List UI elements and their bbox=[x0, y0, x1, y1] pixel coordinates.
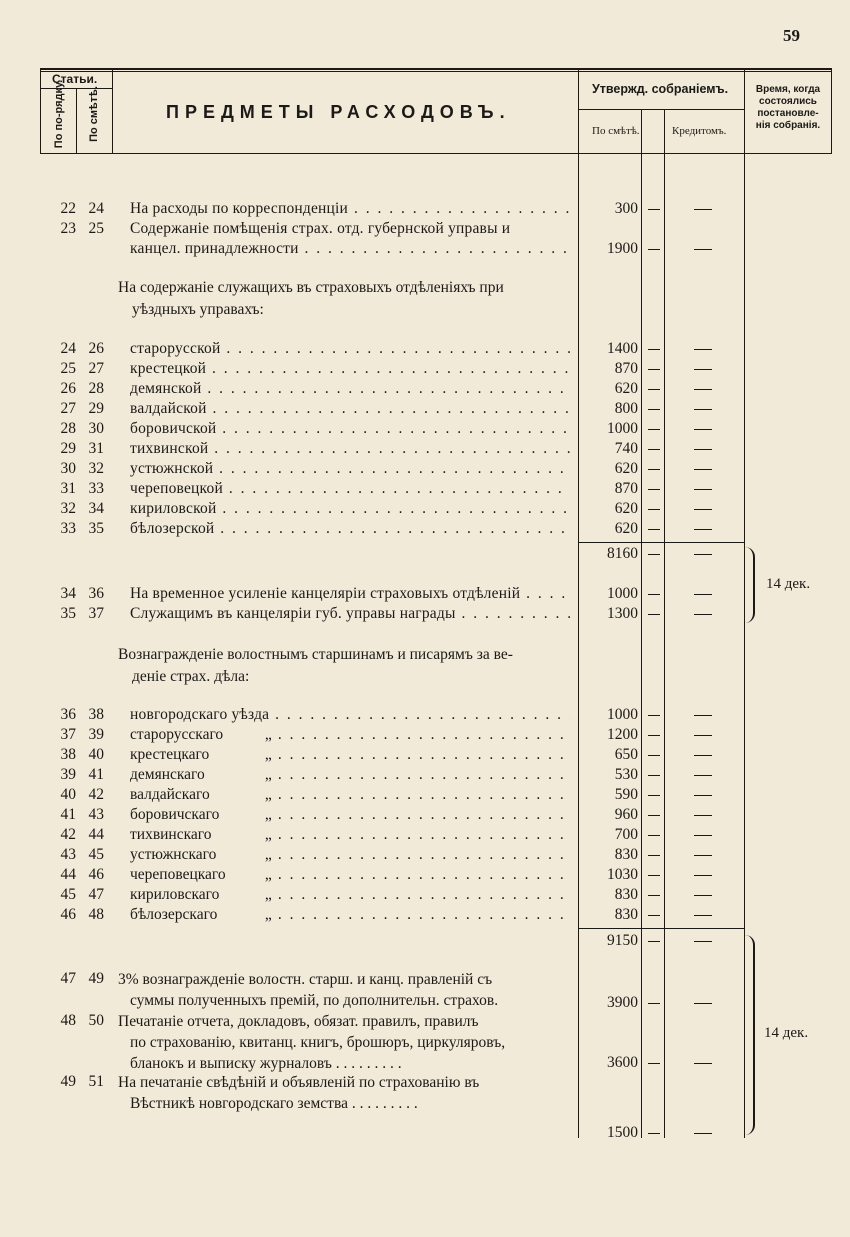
row-number: 47 bbox=[60, 970, 76, 987]
table-row bbox=[0, 499, 850, 519]
district-name: валдайскаго bbox=[130, 786, 210, 803]
row-amount: 830 bbox=[614, 886, 638, 903]
ditto-mark: „ bbox=[264, 766, 272, 783]
ditto-mark: „ bbox=[264, 846, 272, 863]
header-vremya-line: состоялись bbox=[759, 96, 817, 107]
row-description: устюжнской . . . bbox=[130, 459, 570, 479]
estimate-number: 24 bbox=[88, 200, 104, 217]
header-title: ПРЕДМЕТЫ РАСХОДОВЪ. bbox=[166, 102, 511, 122]
district-name: демянскаго bbox=[130, 766, 205, 783]
brace bbox=[745, 547, 755, 623]
district-name: тихвинскаго bbox=[130, 826, 212, 843]
row-number: 28 bbox=[60, 420, 76, 437]
estimate-number: 36 bbox=[88, 585, 104, 602]
row-number: 45 bbox=[60, 886, 76, 903]
row-description: Содержаніе помѣщенія страх. отд. губернской управы и bbox=[130, 220, 511, 237]
estimate-number: 39 bbox=[88, 726, 104, 743]
estimate-number: 42 bbox=[88, 786, 104, 803]
row-amount: 870 bbox=[614, 480, 638, 497]
estimate-number: 33 bbox=[88, 480, 104, 497]
table-row bbox=[0, 479, 850, 499]
row-description: валдайской . . . bbox=[130, 399, 570, 419]
section-line: На содержаніе служащихъ въ страховыхъ отдѣленіяхъ при bbox=[118, 279, 504, 296]
row-amount: 1400 bbox=[607, 340, 638, 357]
row-amount: 1000 bbox=[607, 585, 638, 602]
section-line: деніе страх. дѣла: bbox=[132, 668, 250, 685]
table-row bbox=[0, 1011, 850, 1031]
subtotal-row bbox=[0, 931, 850, 951]
ditto-mark: „ bbox=[264, 826, 272, 843]
row-amount: 740 bbox=[614, 440, 638, 457]
estimate-number: 41 bbox=[88, 766, 104, 783]
ditto-mark: „ bbox=[264, 886, 272, 903]
row-description: боровичской . . . bbox=[130, 419, 570, 439]
row-amount: 1500 bbox=[607, 1124, 638, 1141]
header-po-poryadku: По по-рядку. bbox=[53, 79, 65, 149]
row-number: 30 bbox=[60, 460, 76, 477]
estimate-number: 27 bbox=[88, 360, 104, 377]
header-statyi: Статьи. bbox=[52, 72, 98, 86]
table-row bbox=[0, 805, 850, 825]
table-row bbox=[0, 419, 850, 439]
estimate-number: 47 bbox=[88, 886, 104, 903]
district-name: боровичскаго bbox=[130, 806, 220, 823]
row-number: 25 bbox=[60, 360, 76, 377]
row-number: 40 bbox=[60, 786, 76, 803]
ditto-mark: „ bbox=[264, 746, 272, 763]
estimate-number: 45 bbox=[88, 846, 104, 863]
table-row bbox=[0, 969, 850, 989]
table-row bbox=[0, 725, 850, 745]
row-description: старорусской . . . bbox=[130, 339, 570, 359]
row-description-cont-text: бланокъ и выписку журналовъ bbox=[130, 1055, 332, 1072]
table-row bbox=[0, 219, 850, 239]
estimate-number: 50 bbox=[88, 1012, 104, 1029]
estimate-number: 32 bbox=[88, 460, 104, 477]
header-po-smete-vert: По смѣтѣ. bbox=[88, 86, 100, 142]
table-row bbox=[0, 745, 850, 765]
row-number: 36 bbox=[60, 706, 76, 723]
row-description: На расходы по корреспонденціи . . . bbox=[130, 199, 570, 219]
page-number: 59 bbox=[783, 26, 800, 45]
row-amount: 300 bbox=[614, 200, 638, 217]
row-number: 27 bbox=[60, 400, 76, 417]
row-number: 41 bbox=[60, 806, 76, 823]
row-description: На временное усиленіе канцеляріи страховыхъ отдѣленій . . . bbox=[130, 584, 570, 604]
row-description-cont: канцел. принадлежности . . . bbox=[130, 239, 570, 259]
row-amount: 1000 bbox=[607, 706, 638, 723]
ditto-mark: „ bbox=[264, 866, 272, 883]
table-row bbox=[0, 885, 850, 905]
row-amount: 1200 bbox=[607, 726, 638, 743]
estimate-number: 30 bbox=[88, 420, 104, 437]
table-row bbox=[0, 604, 850, 624]
row-amount: 620 bbox=[614, 500, 638, 517]
header-vremya-line: нія собранія. bbox=[755, 120, 821, 131]
row-description: тихвинской . . . bbox=[130, 439, 570, 459]
row-amount: 830 bbox=[614, 906, 638, 923]
estimate-number: 40 bbox=[88, 746, 104, 763]
district-name: кириловскаго bbox=[130, 886, 220, 903]
row-number: 22 bbox=[60, 200, 76, 217]
row-number: 43 bbox=[60, 846, 76, 863]
table-row bbox=[0, 459, 850, 479]
row-description: 3% вознагражденіе волостн. старш. и канц. правленій съ bbox=[118, 971, 493, 988]
ditto-mark: „ bbox=[264, 906, 272, 923]
row-number: 48 bbox=[60, 1012, 76, 1029]
subtotal-amount: 9150 bbox=[607, 932, 638, 949]
row-number: 37 bbox=[60, 726, 76, 743]
estimate-number: 25 bbox=[88, 220, 104, 237]
header-utverzhd: Утвержд. собраніемъ. bbox=[592, 82, 729, 96]
estimate-number: 28 bbox=[88, 380, 104, 397]
table-row bbox=[0, 825, 850, 845]
row-number: 34 bbox=[60, 585, 76, 602]
table-row bbox=[0, 785, 850, 805]
row-amount: 870 bbox=[614, 360, 638, 377]
row-amount: 3900 bbox=[607, 994, 638, 1011]
table-row bbox=[0, 705, 850, 725]
row-number: 49 bbox=[60, 1073, 76, 1090]
table-row bbox=[0, 519, 850, 539]
district-name: череповецкаго bbox=[130, 866, 226, 883]
brace bbox=[745, 935, 755, 1135]
estimate-number: 29 bbox=[88, 400, 104, 417]
ditto-mark: „ bbox=[264, 786, 272, 803]
estimate-number: 48 bbox=[88, 906, 104, 923]
row-description: кириловской . . . bbox=[130, 499, 570, 519]
session-date-note: 14 дек. bbox=[766, 576, 811, 592]
row-number: 26 bbox=[60, 380, 76, 397]
row-description-cont: Вѣстникѣ новгородскаго земства . . . . . . . . . bbox=[130, 1095, 418, 1112]
district-name: бѣлозерскаго bbox=[130, 906, 218, 923]
row-amount: 3600 bbox=[607, 1054, 638, 1071]
table-row bbox=[0, 339, 850, 359]
estimate-number: 35 bbox=[88, 520, 104, 537]
row-number: 39 bbox=[60, 766, 76, 783]
estimate-number: 51 bbox=[88, 1073, 104, 1090]
row-description-cont-text: Вѣстникѣ новгородскаго земства bbox=[130, 1095, 348, 1112]
row-description-cont: бланокъ и выписку журналовъ . . . . . . . . . bbox=[130, 1055, 402, 1072]
row-amount: 960 bbox=[614, 806, 638, 823]
table-row bbox=[0, 905, 850, 925]
estimate-number: 31 bbox=[88, 440, 104, 457]
estimate-number: 38 bbox=[88, 706, 104, 723]
row-number: 42 bbox=[60, 826, 76, 843]
row-description: Печатаніе отчета, докладовъ, обязат. правилъ, правилъ bbox=[118, 1013, 479, 1030]
row-number: 38 bbox=[60, 746, 76, 763]
estimate-number: 43 bbox=[88, 806, 104, 823]
row-number: 24 bbox=[60, 340, 76, 357]
table-row bbox=[0, 1123, 850, 1143]
estimate-number: 46 bbox=[88, 866, 104, 883]
row-number: 32 bbox=[60, 500, 76, 517]
district-name: устюжнскаго bbox=[130, 846, 217, 863]
estimate-number: 44 bbox=[88, 826, 104, 843]
session-date-note: 14 дек. bbox=[764, 1025, 809, 1041]
district-name: крестецкаго bbox=[130, 746, 210, 763]
row-description-cont: суммы полученныхъ премій, по дополнительн. страхов. bbox=[130, 992, 499, 1009]
estimate-number: 49 bbox=[88, 970, 104, 987]
row-amount: 1900 bbox=[607, 240, 638, 257]
row-description: новгородскаго уѣзда . . . bbox=[130, 705, 570, 725]
row-description: демянской . . . bbox=[130, 379, 570, 399]
row-amount: 1000 bbox=[607, 420, 638, 437]
section-line: Вознагражденіе волостнымъ старшинамъ и писарямъ за ве- bbox=[118, 646, 513, 663]
table-row bbox=[0, 584, 850, 604]
row-number: 44 bbox=[60, 866, 76, 883]
table-row bbox=[0, 359, 850, 379]
row-description: череповецкой . . . bbox=[130, 479, 570, 499]
table-row bbox=[0, 199, 850, 219]
row-description: крестецкой . . . bbox=[130, 359, 570, 379]
table-row bbox=[0, 765, 850, 785]
table-row bbox=[0, 993, 850, 1013]
row-amount: 700 bbox=[614, 826, 638, 843]
row-number: 35 bbox=[60, 605, 76, 622]
row-number: 33 bbox=[60, 520, 76, 537]
row-amount: 830 bbox=[614, 846, 638, 863]
header-vremya-line: Время, когда bbox=[755, 84, 821, 95]
section-line: уѣздныхъ управахъ: bbox=[132, 301, 264, 318]
header-vremya-line: постановле- bbox=[757, 108, 819, 119]
row-description: На печатаніе свѣдѣній и объявленій по страхованію въ bbox=[118, 1074, 480, 1091]
row-amount: 620 bbox=[614, 520, 638, 537]
ditto-mark: „ bbox=[264, 726, 272, 743]
table-row bbox=[0, 239, 850, 259]
row-number: 29 bbox=[60, 440, 76, 457]
section-heading bbox=[118, 277, 578, 321]
row-number: 31 bbox=[60, 480, 76, 497]
estimate-number: 34 bbox=[88, 500, 104, 517]
row-amount: 1300 bbox=[607, 605, 638, 622]
section-heading bbox=[118, 644, 578, 688]
row-description: бѣлозерской . . . bbox=[130, 519, 570, 539]
row-amount: 590 bbox=[614, 786, 638, 803]
subtotal-amount: 8160 bbox=[607, 545, 638, 562]
row-amount: 1030 bbox=[607, 866, 638, 883]
ditto-mark: „ bbox=[264, 806, 272, 823]
row-amount: 620 bbox=[614, 380, 638, 397]
table-row bbox=[0, 379, 850, 399]
header-po-smete: По смѣтѣ. bbox=[592, 125, 640, 137]
table-row bbox=[0, 439, 850, 459]
row-number: 23 bbox=[60, 220, 76, 237]
header-vremya bbox=[747, 84, 829, 132]
table-row bbox=[0, 1072, 850, 1092]
row-description-cont: по страхованію, квитанц. книгъ, брошюръ, циркуляровъ, bbox=[130, 1034, 506, 1051]
header-kreditom: Кредитомъ. bbox=[672, 125, 727, 137]
estimate-number: 37 bbox=[88, 605, 104, 622]
subtotal-row bbox=[0, 544, 850, 564]
row-description: Служащимъ въ канцеляріи губ. управы награды . . . bbox=[130, 604, 570, 624]
table-row bbox=[0, 845, 850, 865]
table-row bbox=[0, 399, 850, 419]
table-row bbox=[0, 1053, 850, 1073]
row-amount: 620 bbox=[614, 460, 638, 477]
row-amount: 800 bbox=[614, 400, 638, 417]
row-number: 46 bbox=[60, 906, 76, 923]
estimate-number: 26 bbox=[88, 340, 104, 357]
district-name: старорусскаго bbox=[130, 726, 224, 743]
table-row bbox=[0, 865, 850, 885]
row-amount: 650 bbox=[614, 746, 638, 763]
row-amount: 530 bbox=[614, 766, 638, 783]
